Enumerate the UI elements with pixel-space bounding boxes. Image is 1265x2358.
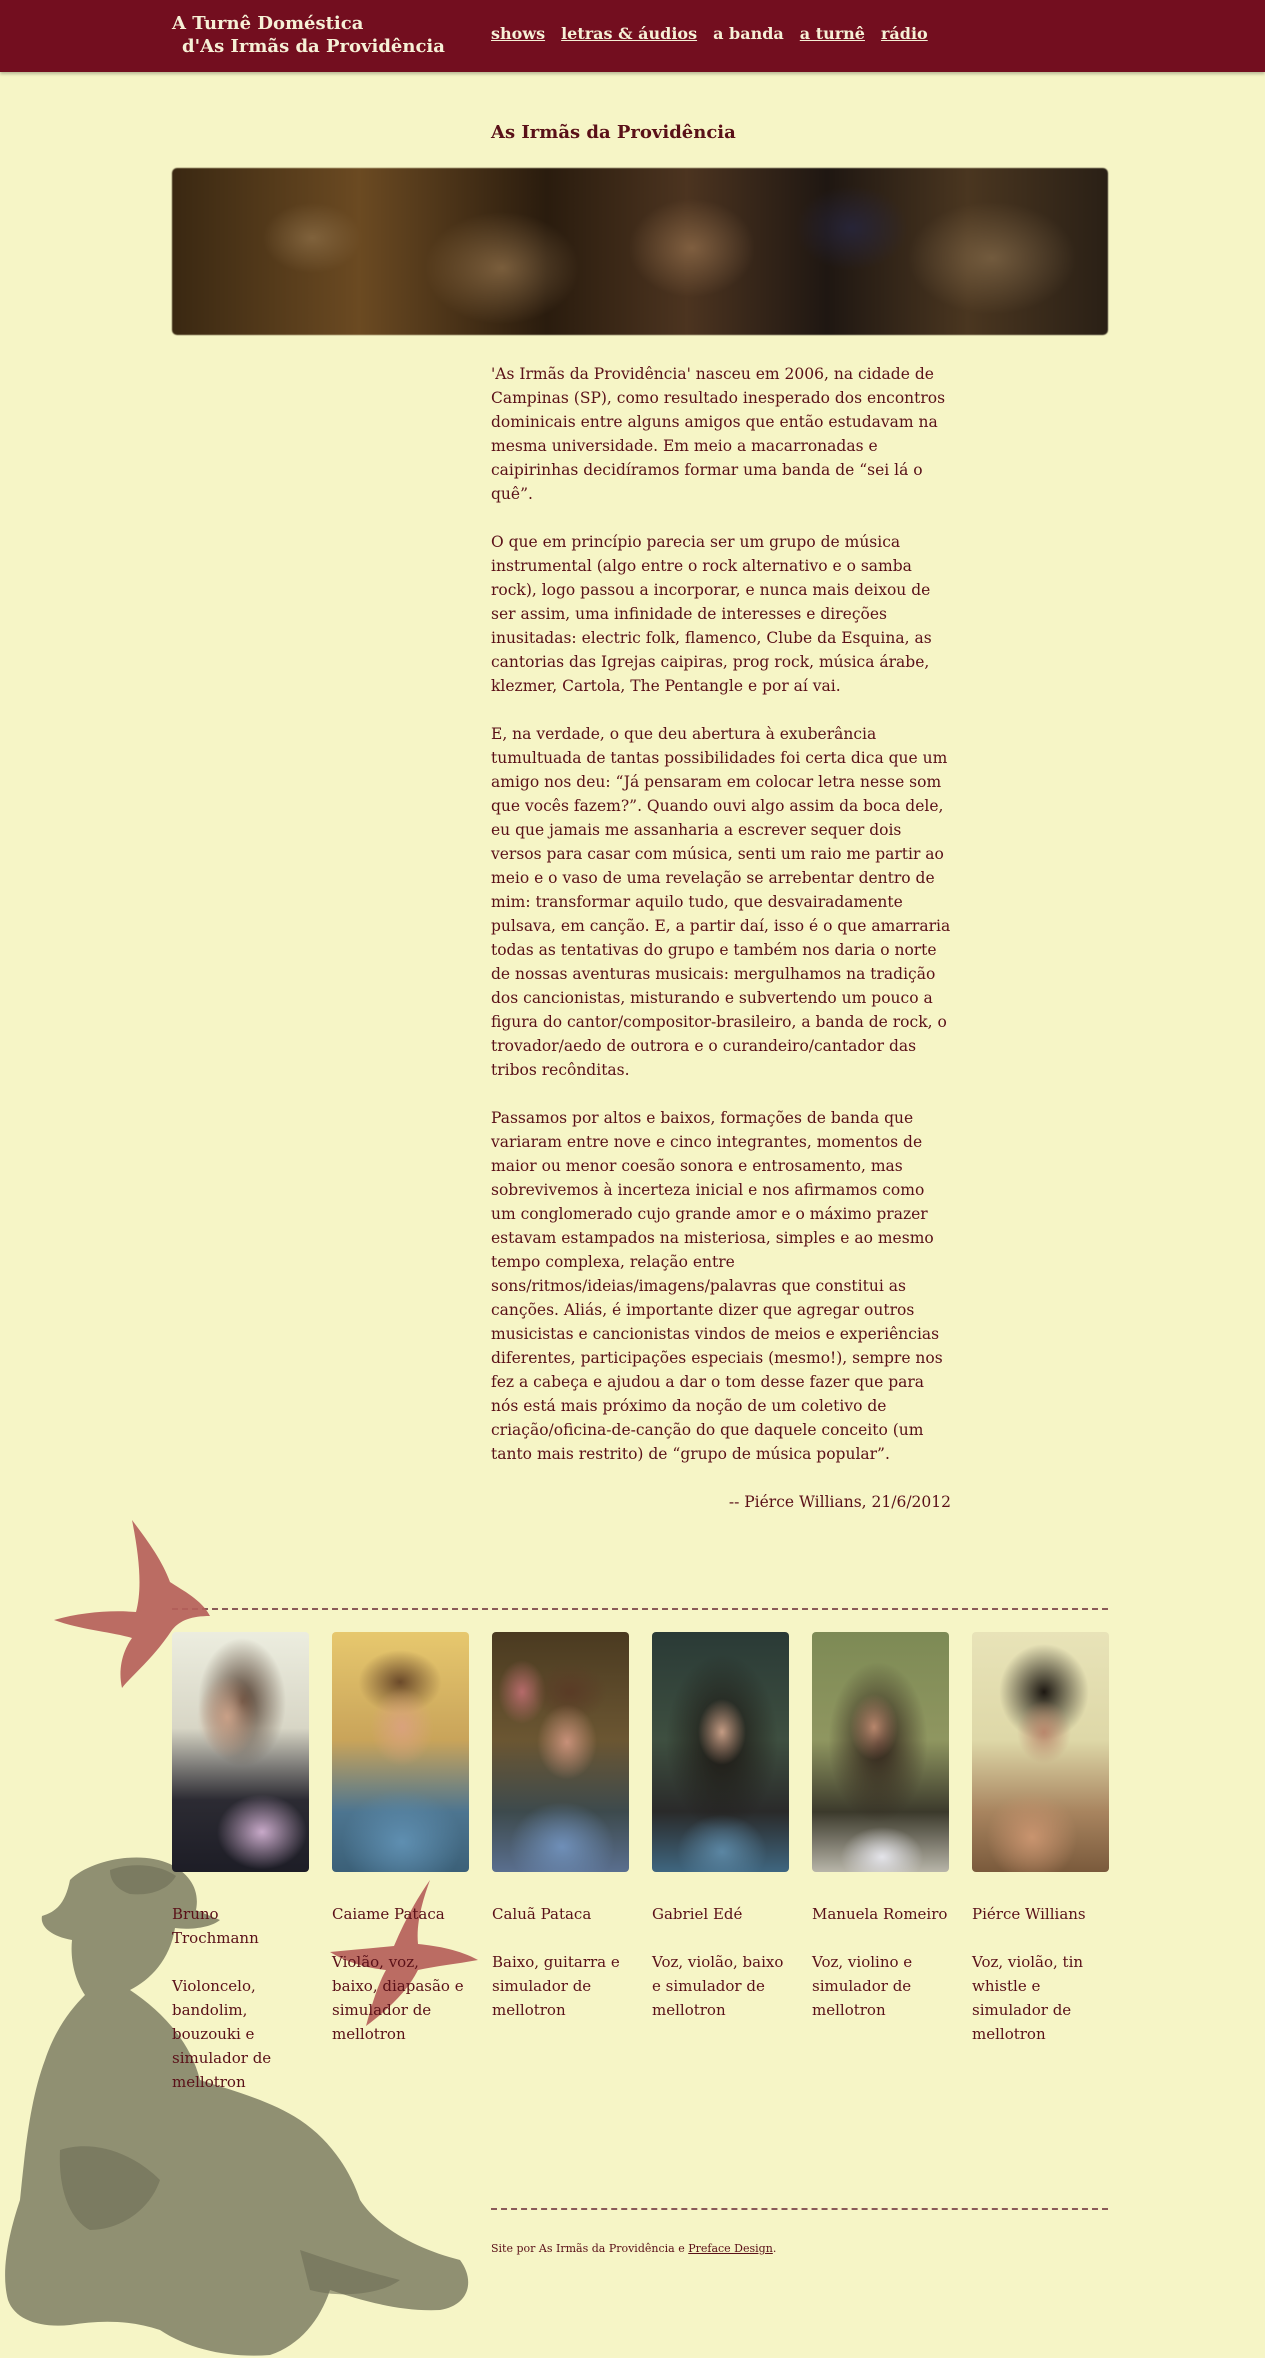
member-card — [972, 1632, 1109, 2046]
site-title-line2[interactable]: d'As Irmãs da Providência — [182, 36, 445, 57]
member-role: Voz, violino e simulador de mellotron — [812, 1953, 913, 2019]
member-role: Voz, violão, baixo e simulador de mellotron — [652, 1953, 784, 2019]
member-photo — [812, 1632, 949, 1872]
member-name: Caiame Pataca — [332, 1905, 445, 1923]
footer-period: . — [772, 2242, 777, 2255]
nav-shows[interactable]: shows — [491, 24, 546, 43]
member-card — [812, 1632, 949, 2022]
member-card — [332, 1632, 469, 2046]
article-paragraph-1: 'As Irmãs da Providência' nasceu em 2006, na cidade de Campinas (SP), como resultado inesperado dos encontros dominicais entre alguns amigos que então estudavam na mesma universidade. Em meio a macarronadas e caipirinhas decidíramos formar uma banda de “sei lá o quê”. — [491, 365, 946, 503]
article-paragraph-2: O que em princípio parecia ser um grupo de música instrumental (algo entre o rock alternativo e o samba rock), logo passou a incorporar, e nunca mais deixou de ser assim, uma infinidade de interesses e direções inusitadas: electric folk, flamenco, Clube da Esquina, as cantorias das Igrejas caipiras, prog rock, música árabe, klezmer, Cartola, The Pentangle e por aí vai. — [491, 533, 932, 695]
member-name: Piérce Willians — [972, 1905, 1086, 1923]
nav-a-turne[interactable]: a turnê — [799, 24, 865, 43]
footer-credit-text: Site por As Irmãs da Providência e — [491, 2242, 685, 2255]
page-title: As Irmãs da Providência — [491, 122, 736, 143]
site-title-line1[interactable]: A Turnê Doméstica — [172, 13, 364, 34]
member-role: Violoncelo, bandolim, bouzouki e simulador de mellotron — [172, 1977, 272, 2091]
member-photo — [332, 1632, 469, 1872]
member-role: Baixo, guitarra e simulador de mellotron — [492, 1953, 620, 2019]
member-card — [172, 1632, 309, 2094]
site-title[interactable] — [172, 12, 445, 58]
member-name: Caluã Pataca — [492, 1905, 592, 1923]
footer-preface-design-link[interactable]: Preface Design — [688, 2242, 773, 2255]
member-name: Manuela Romeiro — [812, 1905, 948, 1923]
member-photo — [652, 1632, 789, 1872]
main-nav — [491, 24, 928, 43]
site-header — [0, 0, 1265, 72]
member-card — [492, 1632, 629, 2022]
member-photo — [492, 1632, 629, 1872]
nav-radio[interactable]: rádio — [880, 24, 928, 43]
nav-a-banda[interactable]: a banda — [713, 24, 784, 43]
member-role: Voz, violão, tin whistle e simulador de mellotron — [972, 1953, 1084, 2043]
nav-letras-audios[interactable]: letras & áudios — [561, 24, 698, 43]
member-name: Gabriel Edé — [652, 1905, 743, 1923]
member-card — [652, 1632, 789, 2022]
article-paragraph-3: E, na verdade, o que deu abertura à exuberância tumultuada de tantas possibilidades foi certa dica que um amigo nos deu: “Já pensaram em colocar letra nesse som que vocês fazem?”. Quando ouvi algo assim da boca dele, eu que jamais me assanharia a escrever sequer dois versos para casar com música, senti um raio me partir ao meio e o vaso de uma revelação se arrebentar dentro de mim: transformar aquilo tudo, que desvairadamente pulsava, em canção. E, a partir daí, isso é o que amarraria todas as tentativas do grupo e também nos daria o norte de nossas aventuras musicais: mergulhamos na tradição dos cancionistas, misturando e subvertendo um pouco a figura do cantor/compositor-brasileiro, a banda de rock, o trovador/aedo de outrora e o curandeiro/cantador das tribos recônditas. — [491, 725, 951, 1079]
band-banner-image — [172, 168, 1108, 335]
article-signature: -- Piérce Willians, 21/6/2012 — [728, 1493, 951, 1511]
member-photo — [172, 1632, 309, 1872]
member-role: Violão, voz, baixo, diapasão e simulador de mellotron — [332, 1953, 464, 2043]
member-name: Bruno Trochmann — [172, 1905, 259, 1947]
site-footer — [491, 2242, 776, 2255]
section-divider — [172, 1608, 1108, 1610]
member-photo — [972, 1632, 1109, 1872]
footer-divider — [491, 2208, 1108, 2210]
article-paragraph-4: Passamos por altos e baixos, formações de banda que variaram entre nove e cinco integrantes, momentos de maior ou menor coesão sonora e entrosamento, mas sobrevivemos à incerteza inicial e nos afirmamos como um conglomerado cujo grande amor e o máximo prazer estavam estampados na misteriosa, simples e ao mesmo tempo complexa, relação entre sons/ritmos/ideias/imagens/palavras que constitui as canções. Aliás, é importante dizer que agregar outros musicistas e cancionistas vindos de meios e experiências diferentes, participações especiais (mesmo!), sempre nos fez a cabeça e ajudou a dar o tom desse fazer que para nós está mais próximo da noção de um coletivo de criação/oficina-de-canção do que daquele conceito (um tanto mais restrito) de “grupo de música popular”. — [491, 1109, 943, 1463]
band-history-article — [491, 362, 951, 1538]
